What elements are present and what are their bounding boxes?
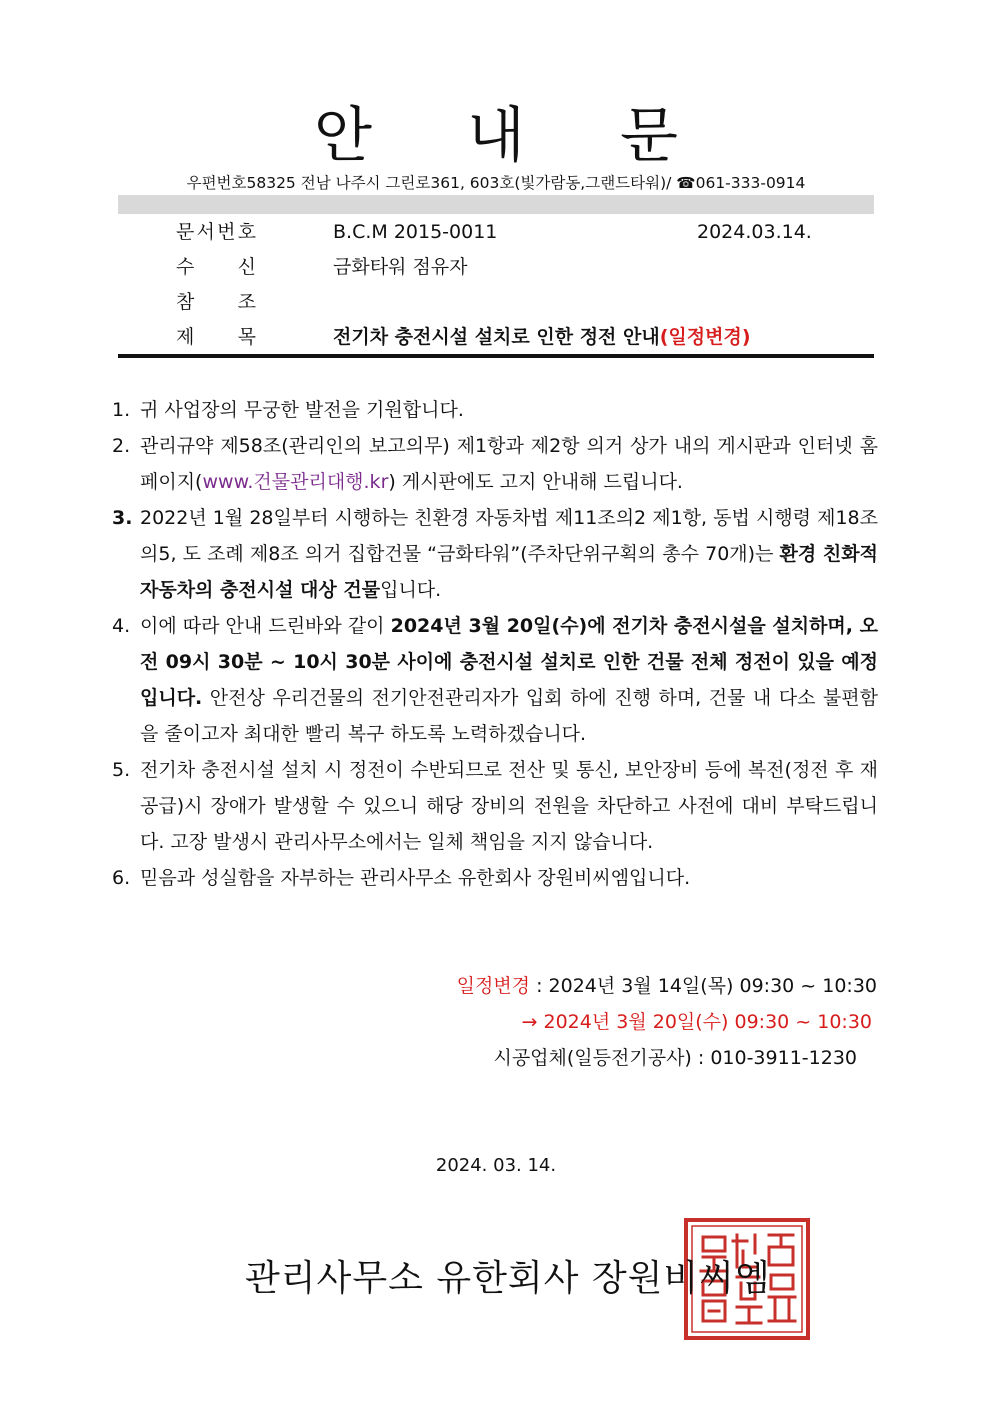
item-text: 2022년 1월 28일부터 시행하는 친환경 자동차법 제11조의2 제1항, 동법 시행령 제18조의5, 도 조례 제8조 의거 집합건물 “금화타워”(주차단위구획의 총수 70개)는 bbox=[140, 507, 878, 565]
subject-text: 전기차 충전시설 설치로 인한 정전 안내 bbox=[333, 326, 660, 348]
document-title: 안 내 문 bbox=[313, 101, 717, 171]
schedule-change-label: 일정변경 bbox=[456, 975, 531, 997]
subject-value bbox=[333, 322, 751, 352]
item-text: 믿음과 성실함을 자부하는 관리사무소 유한회사 장원비씨엠입니다. bbox=[140, 867, 691, 889]
item-number: 4. bbox=[112, 615, 131, 637]
doc-no-value: B.C.M 2015-0011 bbox=[333, 221, 498, 243]
recipient-label: 수 신 bbox=[176, 256, 256, 278]
subject-change-note: (일정변경) bbox=[659, 326, 751, 348]
list-item bbox=[112, 608, 878, 752]
item-number: 5. bbox=[112, 759, 131, 781]
item-text: 안전상 우리건물의 전기안전관리자가 입회 하에 진행 하며, 건물 내 다소 불편함을 줄이고자 최대한 빨리 복구 하도록 노력하겠습니다. bbox=[140, 687, 878, 745]
subject-label: 제 목 bbox=[176, 326, 256, 348]
schedule-old-time: : 2024년 3월 14일(목) 09:30 ~ 10:30 bbox=[530, 975, 877, 997]
item-emphasis: 2024년 3월 20일(수)에 전기차 충전시설을 설치하며, 오전 09시 30분 ~ 10시 30분 사이에 충전시설 설치로 인한 건물 전체 정전이 있을 예정입니다. bbox=[140, 615, 878, 709]
doc-date-value: 2024.03.14. bbox=[697, 221, 812, 243]
meta-row-doc-no bbox=[0, 217, 992, 247]
recipient-value: 금화타워 점유자 bbox=[333, 256, 468, 278]
item-text: 이에 따라 안내 드린바와 같이 bbox=[140, 615, 391, 637]
item-number: 1. bbox=[112, 399, 131, 421]
list-item bbox=[112, 428, 878, 500]
meta-row-reference bbox=[0, 287, 992, 317]
schedule-new-time: → 2024년 3월 20일(수) 09:30 ~ 10:30 bbox=[521, 1011, 872, 1033]
sender-address: 우편번호58325 전남 나주시 그린로361, 603호(빛가람동,그랜드타워)/ ☎061-333-0914 bbox=[186, 174, 806, 192]
item-number: 3. bbox=[112, 507, 133, 529]
doc-no-label: 문 서 번 호 bbox=[176, 221, 256, 243]
reference-label: 참 조 bbox=[176, 291, 256, 313]
schedule-old bbox=[457, 968, 877, 1004]
issuing-organization: 관리사무소 유한회사 장원비씨엠 bbox=[245, 1258, 771, 1299]
list-item bbox=[112, 500, 878, 608]
item-text: ) 게시판에도 고지 안내해 드립니다. bbox=[388, 471, 683, 493]
item-emphasis: 환경 친화적 자동차의 충전시설 대상 건물 bbox=[140, 543, 878, 601]
meta-row-recipient bbox=[0, 252, 992, 282]
item-text: 전기차 충전시설 설치 시 정전이 수반되므로 전산 및 통신, 보안장비 등에 복전(정전 후 재공급)시 장애가 발생할 수 있으니 해당 장비의 전원을 차단하고 사전에 대비 부탁드립니다. 고장 발생시 관리사무소에서는 일체 책임을 지지 않습니다. bbox=[140, 759, 878, 853]
item-number: 2. bbox=[112, 435, 131, 457]
item-text: 관리규약 제58조(관리인의 보고의무) 제1항과 제2항 의거 상가 내의 게시판과 인터넷 홈페이지( bbox=[140, 435, 878, 493]
homepage-link[interactable]: www.건물관리대행.kr bbox=[202, 471, 389, 493]
issue-date: 2024. 03. 14. bbox=[435, 1155, 557, 1176]
header-band bbox=[118, 195, 874, 214]
item-text: 귀 사업장의 무궁한 발전을 기원합니다. bbox=[140, 399, 464, 421]
notice-body bbox=[112, 392, 878, 896]
list-item bbox=[112, 752, 878, 860]
header-divider bbox=[118, 354, 874, 358]
item-number: 6. bbox=[112, 867, 131, 889]
item-text: 입니다. bbox=[380, 579, 442, 601]
list-item bbox=[112, 860, 878, 896]
meta-row-subject bbox=[0, 322, 992, 352]
list-item bbox=[112, 392, 878, 428]
contractor-contact: 시공업체(일등전기공사) : 010-3911-1230 bbox=[493, 1047, 857, 1069]
